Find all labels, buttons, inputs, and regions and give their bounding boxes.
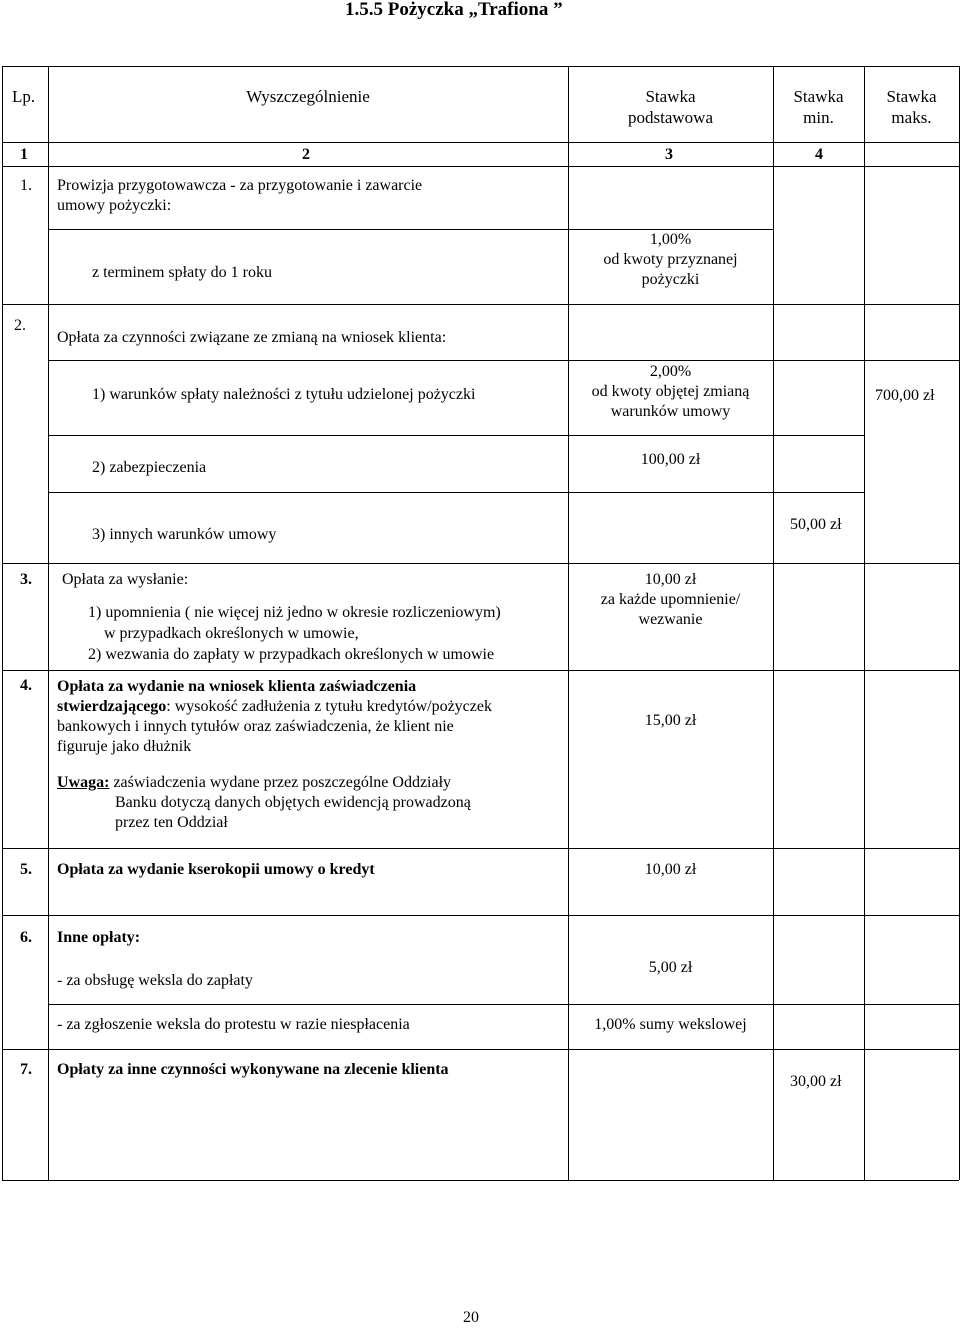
row1-description: Prowizja przygotowawcza - za przygotowanie i zawarcie umowy pożyczki: [57,177,423,214]
row6-subitem-2: - za zgłoszenie weksla do protestu w razie niespłacenia [57,1016,410,1033]
row2-number: 2. [14,317,26,334]
row2-description: Opłata za czynności związane ze zmianą na wniosek klienta: [57,329,447,346]
row6-number: 6. [20,929,32,946]
row3-line-3: 2) wezwania do zapłaty w przypadkach określonych w umowie [88,646,495,663]
row6-subitem-1: - za obsługę weksla do zapłaty [57,972,253,989]
page-number: 20 [463,1309,479,1326]
page-title: 1.5.5 Pożyczka „Trafiona ” [345,0,563,20]
col-header-max: Stawka maks. [886,87,937,128]
row2-min-rate-3: 50,00 zł [790,516,842,533]
row7-number: 7. [20,1061,32,1078]
row3-description: Opłata za wysłanie: [62,571,189,588]
row7-description: Opłaty za inne czynności wykonywane na zlecenie klienta [57,1061,449,1078]
col-header-min: Stawka min. [793,87,844,128]
row7-min-rate: 30,00 zł [790,1073,842,1090]
row4-base-rate: 15,00 zł [644,712,697,729]
row2-max-rate-1: 700,00 zł [875,387,935,404]
row4-note: Uwaga: zaświadczenia wydane przez poszczególne Oddziały Banku dotyczą danych objętych ewidencją prowadzoną przez ten Oddział [57,774,471,831]
row4-number: 4. [20,677,32,694]
row6-description: Inne opłaty: [57,929,141,946]
row1-base-rate: 1,00% od kwoty przyznanej pożyczki [603,231,738,288]
row1-number: 1. [20,177,32,194]
row3-line-2: w przypadkach określonych w umowie, [104,625,359,642]
col-number-1: 1 [20,146,28,163]
col-number-3: 3 [665,146,673,163]
row2-base-rate-1: 2,00% od kwoty objętej zmianą warunków umowy [591,363,750,420]
row4-description: Opłata za wydanie na wniosek klienta zaświadczenia stwierdzającego: wysokość zadłużenia z tytułu kredytów/pożyczek bankowych i innych tytułów oraz zaświadczenia, że klient nie figuruje jako dłużnik [57,678,492,755]
col-header-base: Stawka podstawowa [628,87,713,128]
row2-base-rate-2: 100,00 zł [640,451,701,468]
col-header-lp: Lp. [12,87,36,106]
row6-base-rate-2: 1,00% sumy wekslowej [594,1016,747,1033]
row5-base-rate: 10,00 zł [644,861,697,878]
row5-number: 5. [20,861,32,878]
row2-subitem-1: 1) warunków spłaty należności z tytułu udzielonej pożyczki [92,386,476,403]
col-number-4: 4 [815,146,823,163]
row3-base-rate: 10,00 zł za każde upomnienie/ wezwanie [600,571,741,628]
row3-line-1: 1) upomnienia ( nie więcej niż jedno w okresie rozliczeniowym) [88,604,501,621]
col-header-item: Wyszczególnienie [246,87,370,106]
row1-subitem: z terminem spłaty do 1 roku [92,264,272,281]
row6-base-rate-1: 5,00 zł [648,959,693,976]
row3-number: 3. [20,571,32,588]
col-number-2: 2 [302,146,310,163]
row2-subitem-3: 3) innych warunków umowy [92,526,277,543]
row2-subitem-2: 2) zabezpieczenia [92,459,207,476]
row5-description: Opłata za wydanie kserokopii umowy o kredyt [57,861,375,878]
